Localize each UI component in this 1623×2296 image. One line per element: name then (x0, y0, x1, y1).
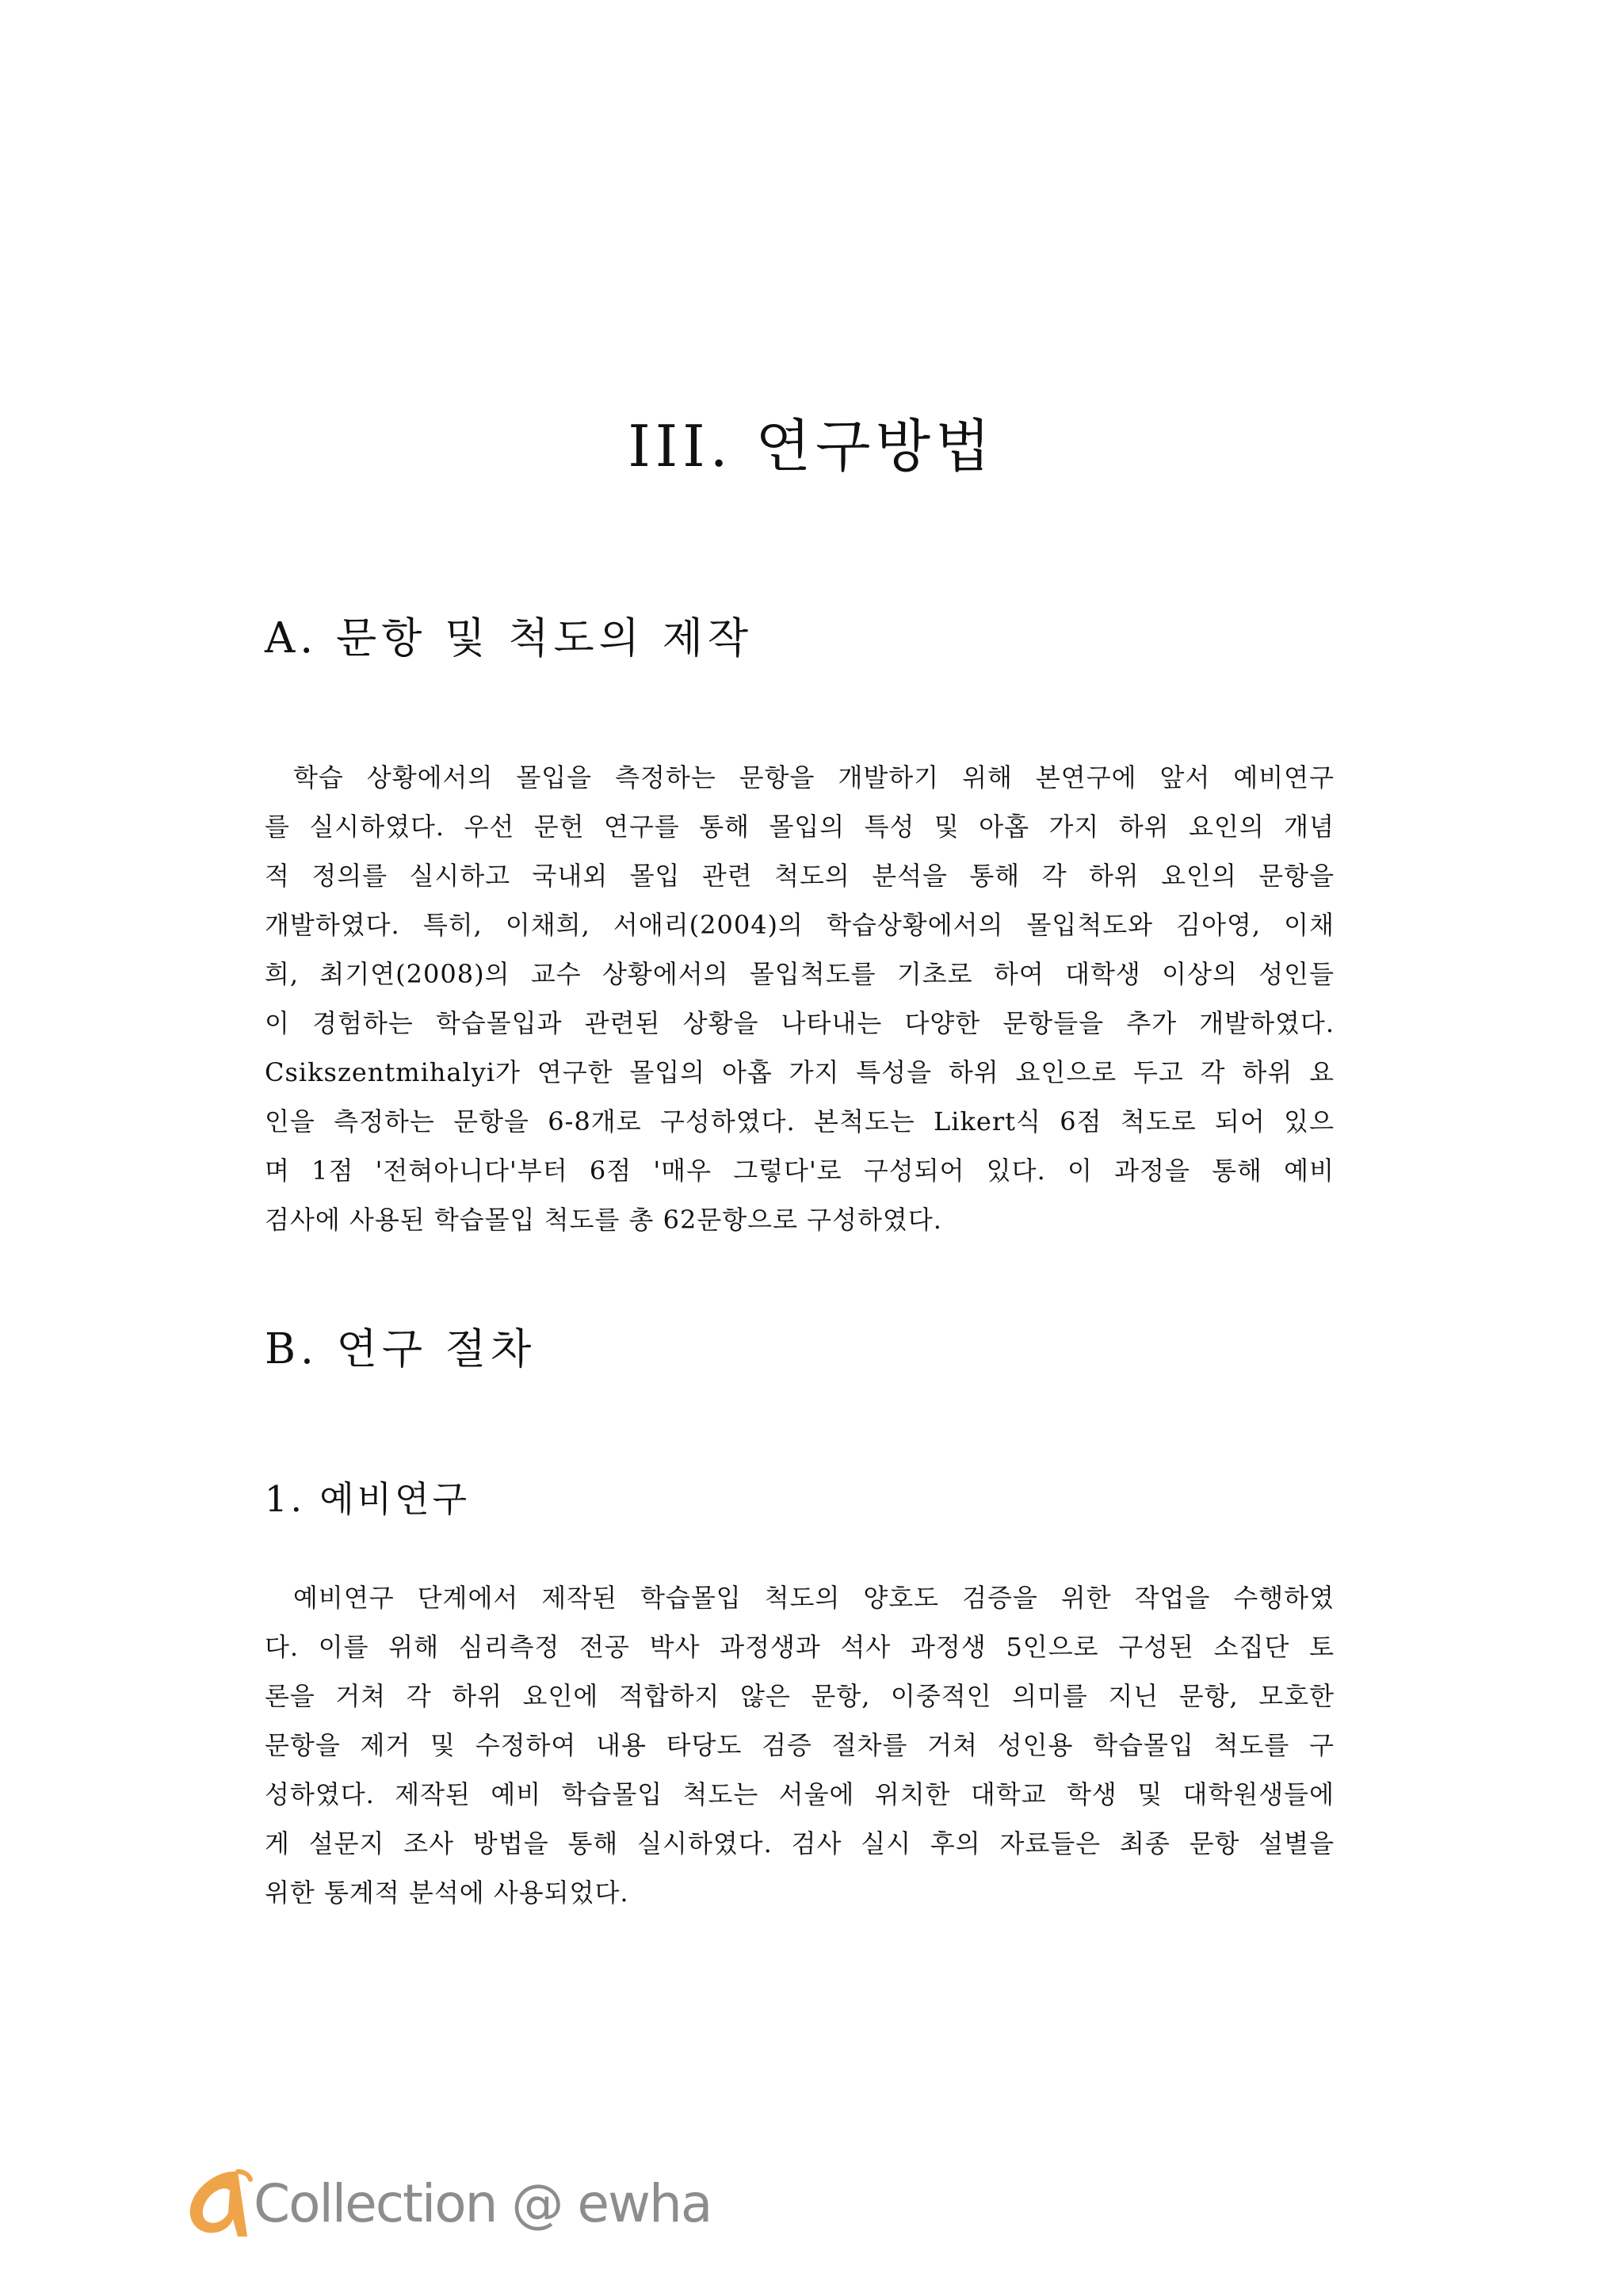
chapter-title: III. 연구방법 (628, 413, 995, 479)
paragraph-line: 다. 이를 위해 심리측정 전공 박사 과정생과 석사 과정생 5인으로 구성된 소집단 토 (265, 1632, 1335, 1662)
paragraph-line: 희, 최기연(2008)의 교수 상황에서의 몰입척도를 기초로 하여 대학생 이상의 성인들 (265, 959, 1335, 989)
paragraph-line: 론을 거쳐 각 하위 요인에 적합하지 않은 문항, 이중적인 의미를 지닌 문항, 모호한 (265, 1681, 1335, 1711)
dcollection-logo-icon (182, 2165, 258, 2241)
subsection-1-paragraph (265, 1573, 1335, 1917)
subsection-1-heading: 1. 예비연구 (265, 1478, 471, 1520)
logo-text: Collection @ ewha (254, 2172, 712, 2234)
section-a-heading: A. 문항 및 척도의 제작 (265, 614, 754, 663)
paragraph-line: 적 정의를 실시하고 국내외 몰입 관련 척도의 분석을 통해 각 하위 요인의 문항을 (265, 861, 1335, 891)
paragraph-line: 예비연구 단계에서 제작된 학습몰입 척도의 양호도 검증을 위한 작업을 수행하였 (293, 1583, 1335, 1613)
paragraph-line: 며 1점 '전혀아니다'부터 6점 '매우 그렇다'로 구성되어 있다. 이 과정을 통해 예비 (265, 1156, 1335, 1186)
paragraph-line: 위한 통계적 분석에 사용되었다. (265, 1878, 629, 1908)
paragraph-line: 문항을 제거 및 수정하여 내용 타당도 검증 절차를 거쳐 성인용 학습몰입 척도를 구 (265, 1730, 1335, 1760)
section-b-heading: B. 연구 절차 (265, 1325, 537, 1373)
paragraph-line: 게 설문지 조사 방법을 통해 실시하였다. 검사 실시 후의 자료들은 최종 문항 설별을 (265, 1828, 1335, 1859)
paragraph-line: Csikszentmihalyi가 연구한 몰입의 아홉 가지 특성을 하위 요인으로 두고 각 하위 요 (265, 1057, 1335, 1087)
dcollection-logo (182, 2168, 711, 2239)
paragraph-line: 학습 상황에서의 몰입을 측정하는 문항을 개발하기 위해 본연구에 앞서 예비연구 (293, 762, 1335, 793)
paragraph-line: 이 경험하는 학습몰입과 관련된 상황을 나타내는 다양한 문항들을 추가 개발하였다. (265, 1008, 1335, 1038)
paragraph-line: 개발하였다. 특히, 이채희, 서애리(2004)의 학습상황에서의 몰입척도와 김아영, 이채 (265, 910, 1335, 940)
paragraph-line: 성하였다. 제작된 예비 학습몰입 척도는 서울에 위치한 대학교 학생 및 대학원생들에 (265, 1779, 1335, 1809)
section-a-paragraph (265, 753, 1335, 1244)
paragraph-line: 인을 측정하는 문항을 6-8개로 구성하였다. 본척도는 Likert식 6점 척도로 되어 있으 (265, 1106, 1335, 1137)
paragraph-line: 검사에 사용된 학습몰입 척도를 총 62문항으로 구성하였다. (265, 1205, 942, 1235)
paragraph-line: 를 실시하였다. 우선 문헌 연구를 통해 몰입의 특성 및 아홉 가지 하위 요인의 개념 (265, 812, 1335, 842)
